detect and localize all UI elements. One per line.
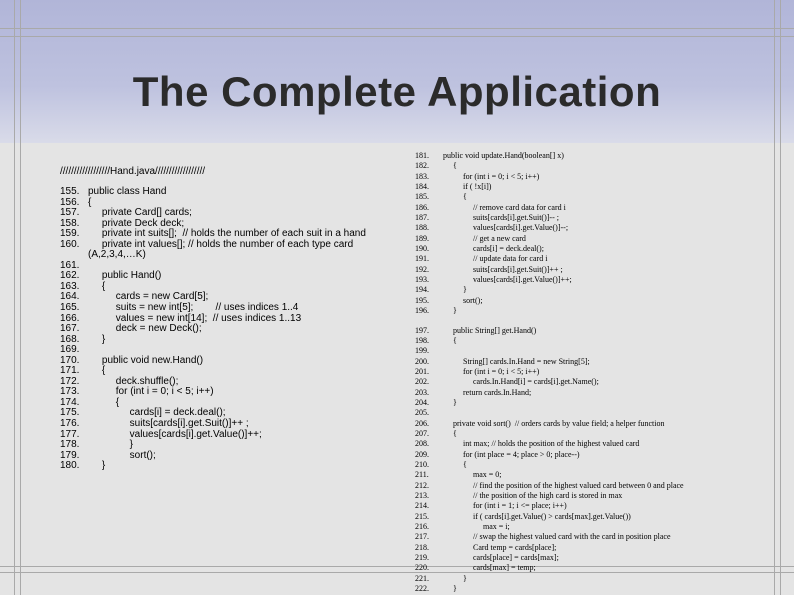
line-number: 159. bbox=[60, 228, 80, 240]
decor-line bbox=[0, 28, 794, 29]
code-line bbox=[60, 187, 400, 198]
line-number: 196. bbox=[415, 306, 429, 316]
code-block-update-hand bbox=[415, 151, 794, 317]
code-line bbox=[415, 172, 794, 182]
code-text: private Card[] cards; bbox=[88, 207, 192, 219]
code-line bbox=[415, 491, 794, 501]
line-number: 193. bbox=[415, 275, 429, 285]
code-text: cards[i] = deck.deal(); bbox=[443, 244, 544, 254]
line-number: 191. bbox=[415, 254, 429, 264]
line-number: 210. bbox=[415, 459, 429, 469]
code-line bbox=[415, 388, 794, 398]
line-number: 161. bbox=[60, 259, 80, 271]
code-text: values[cards[i].get.Value()]++; bbox=[443, 275, 572, 285]
line-number: 172. bbox=[60, 375, 80, 387]
code-text: // remove card data for card i bbox=[443, 202, 566, 212]
line-number: 214. bbox=[415, 501, 429, 511]
code-text: values = new int[14]; // uses indices 1..13 bbox=[88, 312, 302, 324]
code-line bbox=[60, 356, 400, 367]
line-number: 204. bbox=[415, 397, 429, 407]
code-line bbox=[415, 553, 794, 563]
line-number: 206. bbox=[415, 418, 429, 428]
code-line bbox=[415, 584, 794, 594]
code-text: private int suits[]; // holds the number of each suit in a hand bbox=[88, 228, 366, 240]
line-number: 173. bbox=[60, 386, 80, 398]
left-code-listing bbox=[60, 187, 400, 472]
code-line bbox=[415, 408, 794, 418]
line-number: 198. bbox=[415, 335, 429, 345]
code-line bbox=[415, 481, 794, 491]
line-number: 213. bbox=[415, 491, 429, 500]
code-line bbox=[415, 151, 794, 161]
line-number: 156. bbox=[60, 196, 80, 208]
code-text: for (int i = 0; i < 5; i++) bbox=[443, 366, 540, 376]
code-line bbox=[415, 223, 794, 233]
line-number: 212. bbox=[415, 480, 429, 490]
code-line bbox=[415, 450, 794, 460]
line-number: 194. bbox=[415, 285, 429, 295]
line-number: 155. bbox=[60, 186, 80, 197]
code-text: for (int place = 4; place > 0; place--) bbox=[443, 449, 580, 459]
code-line bbox=[415, 254, 794, 264]
code-text: max = 0; bbox=[443, 470, 502, 480]
code-text: suits[cards[i].get.Suit()]++ ; bbox=[88, 418, 249, 430]
code-text: private void sort() // orders cards by value field; a helper function bbox=[443, 418, 665, 428]
code-line bbox=[415, 429, 794, 439]
code-text: } bbox=[443, 306, 457, 316]
line-number: 188. bbox=[415, 223, 429, 233]
line-number: 179. bbox=[60, 449, 80, 461]
line-number: 175. bbox=[60, 407, 80, 419]
line-number: 166. bbox=[60, 312, 80, 324]
code-line bbox=[415, 470, 794, 480]
code-line bbox=[415, 501, 794, 511]
right-code-listing bbox=[415, 151, 794, 594]
code-line bbox=[60, 324, 400, 335]
code-text: return cards.In.Hand; bbox=[443, 387, 532, 397]
line-number: 219. bbox=[415, 553, 429, 563]
line-number: 177. bbox=[60, 428, 80, 440]
file-header: //////////////////Hand.java////////////////// bbox=[60, 166, 206, 177]
code-text: values[cards[i].get.Value()]--; bbox=[443, 223, 569, 233]
code-text: public String[] get.Hand() bbox=[443, 325, 537, 335]
line-number: 195. bbox=[415, 295, 429, 305]
line-number: 170. bbox=[60, 354, 80, 366]
code-line bbox=[415, 213, 794, 223]
line-number: 183. bbox=[415, 171, 429, 181]
line-number: 192. bbox=[415, 264, 429, 274]
code-text: deck = new Deck(); bbox=[88, 323, 202, 335]
line-number: 208. bbox=[415, 439, 429, 449]
code-text: } bbox=[443, 584, 457, 594]
code-text: String[] cards.In.Hand = new String[5]; bbox=[443, 356, 590, 366]
line-number: 167. bbox=[60, 323, 80, 335]
code-block-get-hand-sort bbox=[415, 326, 794, 595]
code-text: if ( !x[i]) bbox=[443, 182, 492, 192]
code-text: max = i; bbox=[443, 522, 510, 532]
code-line bbox=[415, 563, 794, 573]
code-line bbox=[415, 419, 794, 429]
code-text: public class Hand bbox=[88, 186, 167, 197]
line-number: 189. bbox=[415, 233, 429, 243]
code-line bbox=[415, 244, 794, 254]
code-line bbox=[415, 285, 794, 295]
code-line bbox=[415, 439, 794, 449]
line-number: 217. bbox=[415, 532, 429, 542]
code-text: } bbox=[443, 397, 457, 407]
line-number: 165. bbox=[60, 302, 80, 314]
decor-line bbox=[0, 36, 794, 37]
code-line bbox=[415, 275, 794, 285]
line-number: 176. bbox=[60, 418, 80, 430]
code-line bbox=[415, 234, 794, 244]
code-text: for (int i = 0; i < 5; i++) bbox=[443, 171, 540, 181]
code-text: { bbox=[443, 459, 467, 469]
code-text: { bbox=[88, 365, 106, 377]
code-text: } bbox=[443, 573, 467, 583]
line-number: 181. bbox=[415, 151, 429, 160]
code-text: // update data for card i bbox=[443, 254, 548, 264]
line-number: 164. bbox=[60, 291, 80, 303]
line-number: 186. bbox=[415, 202, 429, 212]
code-text: deck.shuffle(); bbox=[88, 375, 179, 387]
line-number: 162. bbox=[60, 270, 80, 282]
code-text: cards[place] = cards[max]; bbox=[443, 553, 559, 563]
line-number: 197. bbox=[415, 325, 429, 335]
code-text: private Deck deck; bbox=[88, 217, 185, 229]
slide-title: The Complete Application bbox=[132, 68, 662, 115]
code-line bbox=[415, 460, 794, 470]
code-line bbox=[415, 192, 794, 202]
line-number: 180. bbox=[60, 460, 80, 472]
code-line bbox=[415, 161, 794, 171]
code-text: { bbox=[88, 280, 106, 292]
line-number: 157. bbox=[60, 207, 80, 219]
code-line bbox=[415, 532, 794, 542]
line-number: 178. bbox=[60, 439, 80, 451]
code-text: if ( cards[i].get.Value() > cards[max].get.Value()) bbox=[443, 511, 631, 521]
code-text: // the position of the high card is stored in max bbox=[443, 491, 623, 500]
code-line bbox=[415, 377, 794, 387]
line-number: 168. bbox=[60, 333, 80, 345]
code-line bbox=[415, 367, 794, 377]
code-text: { bbox=[443, 335, 457, 345]
line-number: 199. bbox=[415, 346, 429, 356]
line-number: 202. bbox=[415, 377, 429, 387]
code-text: { bbox=[443, 192, 467, 202]
line-number: 171. bbox=[60, 365, 80, 377]
code-text: sort(); bbox=[88, 449, 156, 461]
code-text: suits = new int[5]; // uses indices 1..4 bbox=[88, 302, 299, 314]
line-number: 169. bbox=[60, 344, 80, 356]
code-line bbox=[415, 346, 794, 356]
line-number: 185. bbox=[415, 192, 429, 202]
code-text: cards.In.Hand[i] = cards[i].get.Name(); bbox=[443, 377, 599, 387]
code-text: } bbox=[88, 460, 106, 472]
code-text: // swap the highest valued card with the card in position place bbox=[443, 532, 671, 542]
line-number: 216. bbox=[415, 522, 429, 532]
code-text: cards = new Card[5]; bbox=[88, 291, 209, 303]
code-text: { bbox=[88, 396, 120, 408]
code-line bbox=[415, 574, 794, 584]
line-number: 205. bbox=[415, 408, 429, 418]
line-number: 215. bbox=[415, 511, 429, 521]
code-text: cards[i] = deck.deal(); bbox=[88, 407, 226, 419]
code-line bbox=[415, 543, 794, 553]
code-line bbox=[415, 522, 794, 532]
line-number: 174. bbox=[60, 396, 80, 408]
code-text: // find the position of the highest valued card between 0 and place bbox=[443, 480, 684, 490]
line-number: 221. bbox=[415, 573, 429, 583]
code-line bbox=[415, 203, 794, 213]
code-text: suits[cards[i].get.Suit()]++ ; bbox=[443, 264, 563, 274]
line-number: 207. bbox=[415, 428, 429, 438]
code-line bbox=[415, 336, 794, 346]
code-text: cards[max] = temp; bbox=[443, 563, 536, 573]
code-text: int max; // holds the position of the highest valued card bbox=[443, 439, 640, 449]
code-line bbox=[415, 326, 794, 336]
code-text: } bbox=[443, 285, 467, 295]
line-number: 184. bbox=[415, 182, 429, 192]
line-number: 163. bbox=[60, 280, 80, 292]
line-number: 160. bbox=[60, 238, 80, 250]
line-number: 203. bbox=[415, 387, 429, 397]
line-number: 201. bbox=[415, 366, 429, 376]
code-line bbox=[415, 265, 794, 275]
line-number: 222. bbox=[415, 584, 429, 594]
code-text: values[cards[i].get.Value()]++; bbox=[88, 428, 262, 440]
code-text: public void update.Hand(boolean[] x) bbox=[443, 151, 564, 160]
code-text: public Hand() bbox=[88, 270, 162, 282]
line-number: 218. bbox=[415, 542, 429, 552]
line-number: 220. bbox=[415, 563, 429, 573]
code-line bbox=[60, 335, 400, 346]
code-text: } bbox=[88, 439, 134, 451]
code-line bbox=[415, 182, 794, 192]
code-line bbox=[60, 250, 400, 261]
code-line bbox=[60, 461, 400, 472]
code-line bbox=[415, 306, 794, 316]
code-text: public void new.Hand() bbox=[88, 354, 204, 366]
code-text: { bbox=[443, 428, 457, 438]
line-number: 211. bbox=[415, 470, 429, 480]
line-number: 200. bbox=[415, 356, 429, 366]
code-text: { bbox=[443, 161, 457, 171]
code-text: (A,2,3,4,…K) bbox=[88, 249, 146, 261]
line-number: 187. bbox=[415, 213, 429, 223]
line-number: 158. bbox=[60, 217, 80, 229]
code-text: for (int i = 1; i <= place; i++) bbox=[443, 501, 567, 511]
line-number: 209. bbox=[415, 449, 429, 459]
code-text: } bbox=[88, 333, 106, 345]
code-text: sort(); bbox=[443, 295, 483, 305]
code-line bbox=[415, 296, 794, 306]
code-text: private int values[]; // holds the number of each type card bbox=[88, 238, 354, 250]
code-line bbox=[415, 398, 794, 408]
code-text: for (int i = 0; i < 5; i++) bbox=[88, 386, 214, 398]
code-gap bbox=[415, 317, 794, 326]
code-text: Card temp = cards[place]; bbox=[443, 542, 557, 552]
line-number: 190. bbox=[415, 244, 429, 254]
code-text: { bbox=[88, 196, 92, 208]
code-line bbox=[60, 271, 400, 282]
code-line bbox=[415, 512, 794, 522]
code-line bbox=[415, 357, 794, 367]
code-text: // get a new card bbox=[443, 233, 526, 243]
line-number: 182. bbox=[415, 161, 429, 171]
code-text: suits[cards[i].get.Suit()]-- ; bbox=[443, 213, 559, 223]
code-line bbox=[60, 451, 400, 462]
